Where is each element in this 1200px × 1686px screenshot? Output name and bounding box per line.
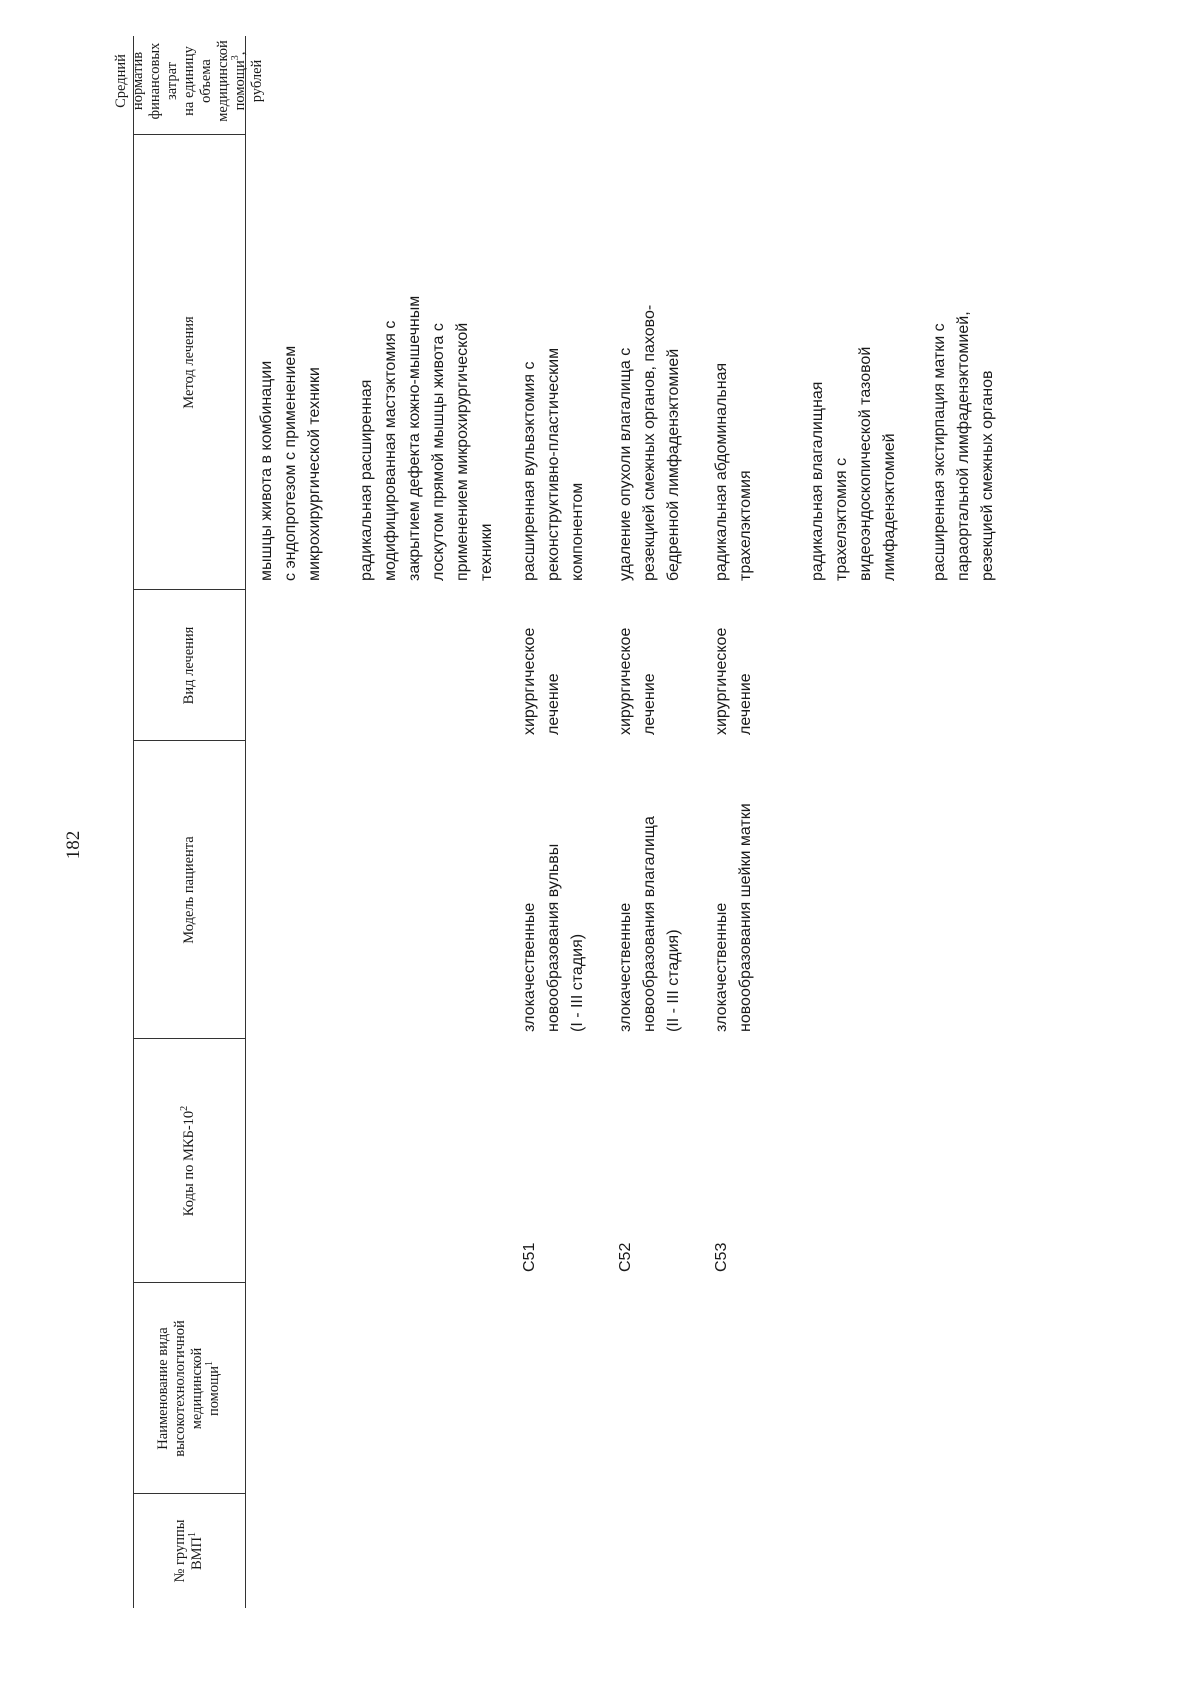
method-cell: радикальная влагалищная трахелэктомия с видеоэндоскопической тазовой лимфаденэктомией <box>809 346 898 581</box>
header-patient-model: Модель пациента <box>180 836 197 944</box>
header-avg-cost: Средний норматив финансовых затрат на единицу объема медицинской помощи$^3$, рублей <box>112 40 265 122</box>
header-icd-codes: Коды по МКБ-$10^2$ <box>178 1105 197 1217</box>
treatment-type-cell: хирургическое лечение <box>617 627 658 735</box>
icd-code-cell: C51 <box>521 1242 538 1272</box>
method-cell: расширенная вульвэктомия с реконструктивно-пластическим компонентом <box>521 347 586 581</box>
page-number: 182 <box>63 830 84 860</box>
method-cell: радикальная абдоминальная трахелэктомия <box>713 362 754 581</box>
header-treatment-method: Метод лечения <box>180 316 197 409</box>
method-cell: мышцы живота в комбинации с эндопротезом с применением микрохирургической техники <box>258 345 323 581</box>
header-group-number: № группы ВМП$^1$ <box>172 1519 205 1583</box>
icd-code-cell: C52 <box>617 1242 634 1272</box>
method-cell: радикальная расширенная модифицированная мастэктомия с закрытием дефекта кожно-мышечным лоскутом прямой мышцы живота с применением микрохирургической техники <box>358 295 495 581</box>
method-cell: расширенная экстирпация матки с параортальной лимфаденэктомией, резекцией смежных органов <box>931 311 996 581</box>
header-treatment-type: Вид лечения <box>180 626 197 705</box>
icd-code-cell: C53 <box>713 1242 730 1272</box>
treatment-type-cell: хирургическое лечение <box>521 627 562 735</box>
treatment-type-cell: хирургическое лечение <box>713 627 754 735</box>
rotated-table <box>112 36 1153 1608</box>
patient-model-cell: злокачественные новообразования шейки матки <box>713 803 754 1032</box>
method-cell: удаление опухоли влагалища с резекцией смежных органов, пахово- бедренной лимфаденэктомией <box>617 304 682 581</box>
header-vmp-name: Наименование вида высокотехнологичной медицинской помощи$^1$ <box>155 1320 222 1457</box>
patient-model-cell: злокачественные новообразования влагалища (II - III стадия) <box>617 816 682 1032</box>
patient-model-cell: злокачественные новообразования вульвы (I - III стадия) <box>521 843 586 1032</box>
header-bottom-rule <box>245 36 246 1608</box>
